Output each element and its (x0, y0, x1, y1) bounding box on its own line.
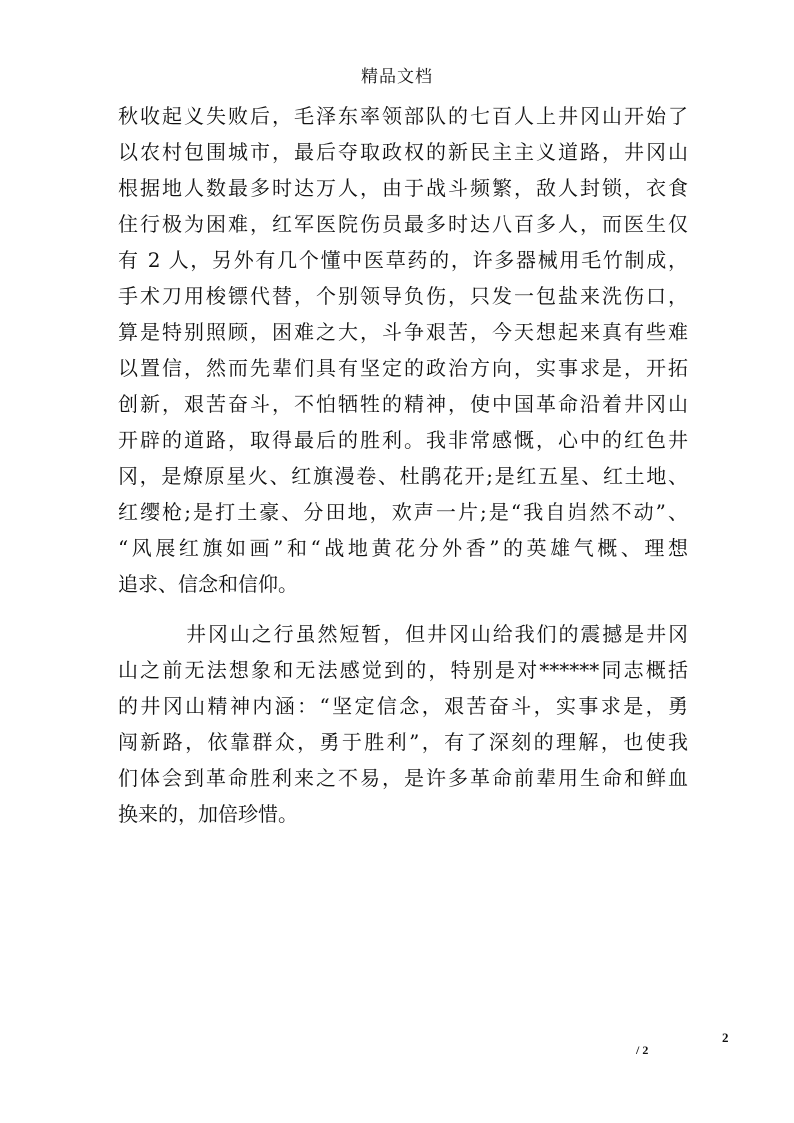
text-line: 根据地人数最多时达万人，由于战斗频繁，敌人封锁，衣食 (118, 176, 688, 200)
text-line: 井冈山之行虽然短暂，但井冈山给我们的震撼是井冈 (186, 622, 688, 646)
text-line: 算是特别照顾，困难之大，斗争艰苦，今天想起来真有些难 (118, 320, 688, 344)
text-line: 手术刀用梭镖代替，个别领导负伤，只发一包盐来洗伤口， (118, 284, 688, 308)
paragraph-1 (118, 98, 688, 602)
document-body (118, 98, 688, 832)
text-line: 创新，艰苦奋斗，不怕牺牲的精神，使中国革命沿着井冈山 (118, 392, 688, 416)
text-line: 山之前无法想象和无法感觉到的，特别是对******同志概括 (118, 658, 688, 682)
paragraph-2 (118, 616, 688, 832)
page-number: 2 (722, 1030, 729, 1045)
text-line: 住行极为困难，红军医院伤员最多时达八百多人，而医生仅 (118, 212, 688, 236)
text-line: 冈，是燎原星火、红旗漫卷、杜鹃花开;是红五星、红土地、 (118, 464, 688, 488)
text-line: 们体会到革命胜利来之不易，是许多革命前辈用生命和鲜血 (118, 766, 688, 790)
text-line: 追求、信念和信仰。 (118, 572, 298, 596)
text-line: 的井冈山精神内涵：“坚定信念，艰苦奋斗，实事求是，勇 (118, 694, 688, 718)
text-line: 以农村包围城市，最后夺取政权的新民主主义道路，井冈山 (118, 140, 688, 164)
text-line: 有 2 人，另外有几个懂中医草药的，许多器械用毛竹制成， (118, 248, 688, 272)
page-total: / 2 (636, 1043, 649, 1057)
text-line: 换来的，加倍珍惜。 (118, 802, 298, 826)
page-header-title: 精品文档 (361, 67, 433, 87)
text-line: 秋收起义失败后，毛泽东率领部队的七百人上井冈山开始了 (118, 104, 688, 128)
text-line: 闯新路，依靠群众，勇于胜利”，有了深刻的理解，也使我 (118, 730, 688, 754)
text-line: “风展红旗如画”和“战地黄花分外香”的英雄气概、理想 (118, 536, 688, 560)
text-line: 以置信，然而先辈们具有坚定的政治方向，实事求是，开拓 (118, 356, 688, 380)
text-line: 红缨枪;是打土豪、分田地，欢声一片;是“我自岿然不动”、 (118, 500, 688, 524)
text-line: 开辟的道路，取得最后的胜利。我非常感慨，心中的红色井 (118, 428, 688, 452)
paragraph-gap (118, 602, 688, 616)
